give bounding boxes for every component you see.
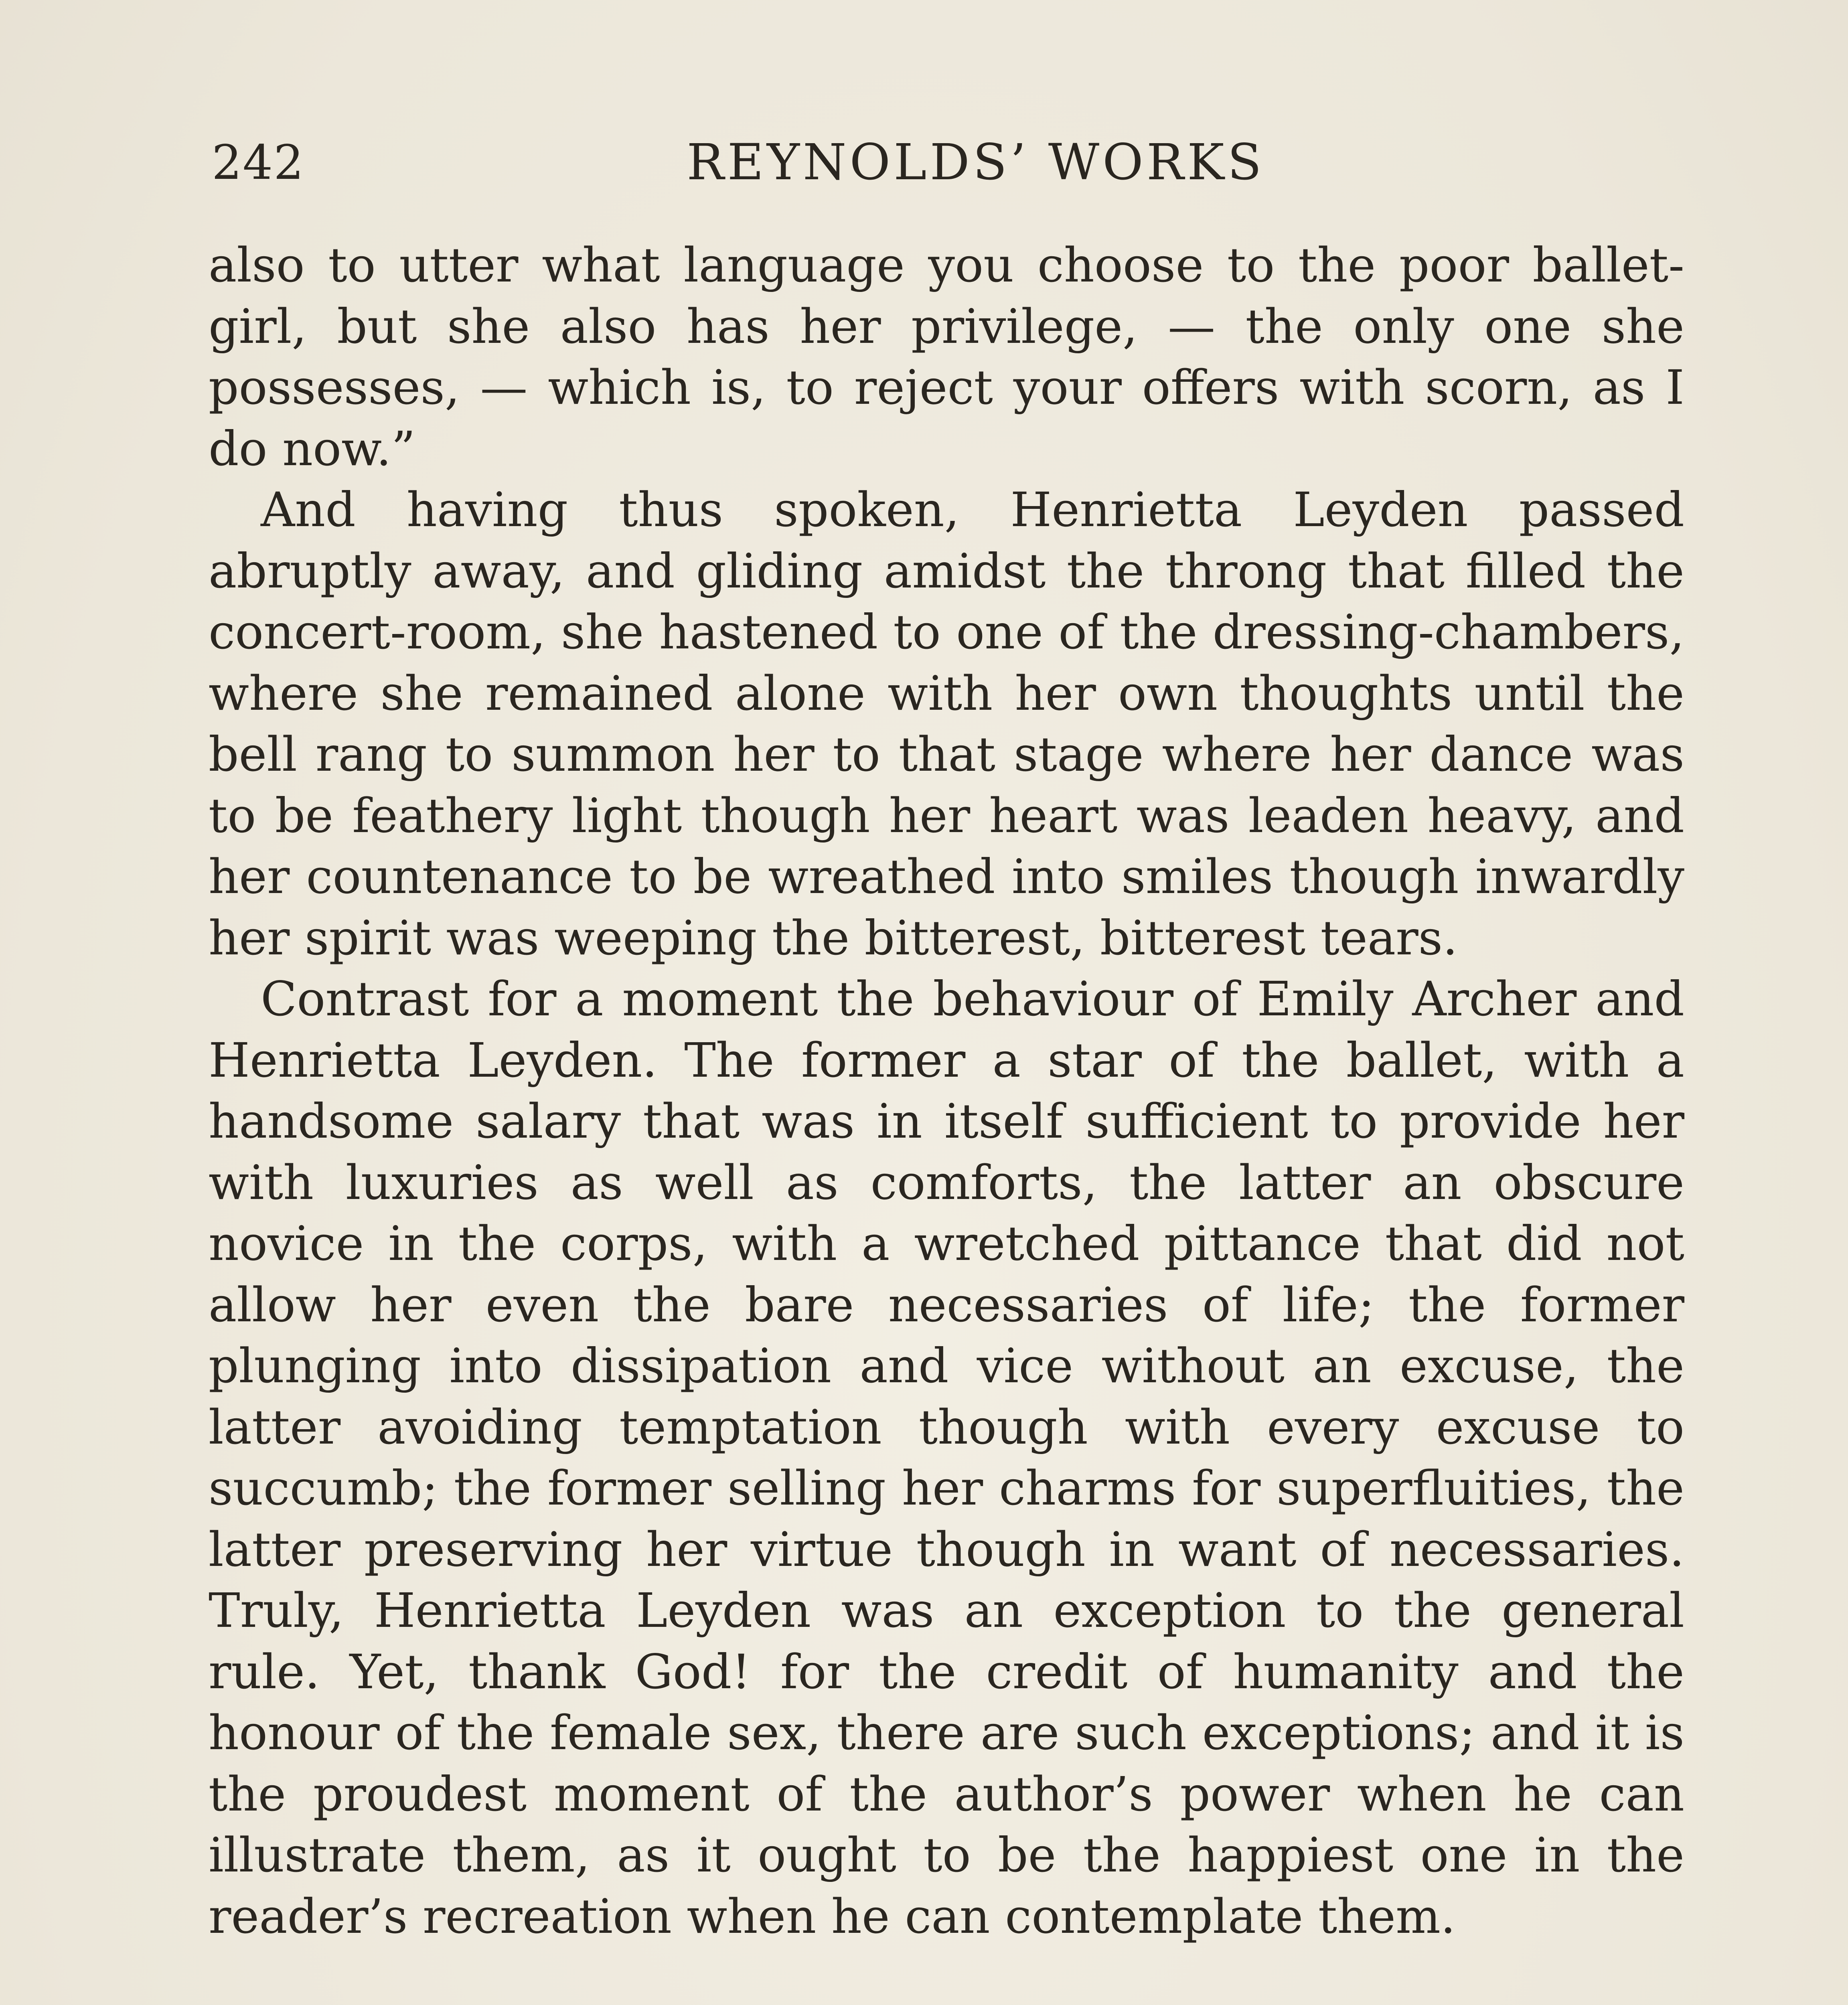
paragraph: Contrast for a moment the behaviour of Emily Archer and Henrietta Leyden. The former a star of the ballet, with a handsome salary that was in itself sufficient to provide her with luxuries as well as comforts, the latter an obscure novice in the corps, with a wretched pittance that did not allow her even the bare necessaries of life; the former plunging into dissipation and vice without an excuse, the latter avoiding temptation though with every excuse to succumb; the former selling her charms for superfluities, the latter preserving her virtue though in want of necessaries. Truly, Henrietta Leyden was an exception to the general rule. Yet, thank God! for the credit of humanity and the honour of the female sex, there are such exceptions; and it is the proudest moment of the author’s power when he can illustrate them, as it ought to be the happiest one in the reader’s recreation when he can contemplate them. bbox=[209, 971, 1684, 1944]
page-header bbox=[212, 132, 1688, 192]
page-number: 242 bbox=[212, 135, 305, 190]
running-head: REYNOLDS’ WORKS bbox=[687, 134, 1265, 191]
paragraph: And having thus spoken, Henrietta Leyden passed abruptly away, and gliding amidst the throng that filled the concert-room, she hastened to one of the dressing-chambers, where she remained alone with her own thoughts until the bell rang to summon her to that stage where her dance was to be feathery light though her heart was leaden heavy, and her countenance to be wreathed into smiles though inwardly her spirit was weeping the bitterest, bitterest tears. bbox=[209, 482, 1684, 966]
paragraph-continued: also to utter what language you choose to the poor ballet-girl, but she also has her privilege, — the only one she possesses, — which is, to reject your offers with scorn, as I do now.” bbox=[209, 237, 1684, 476]
body-text bbox=[209, 235, 1684, 1947]
